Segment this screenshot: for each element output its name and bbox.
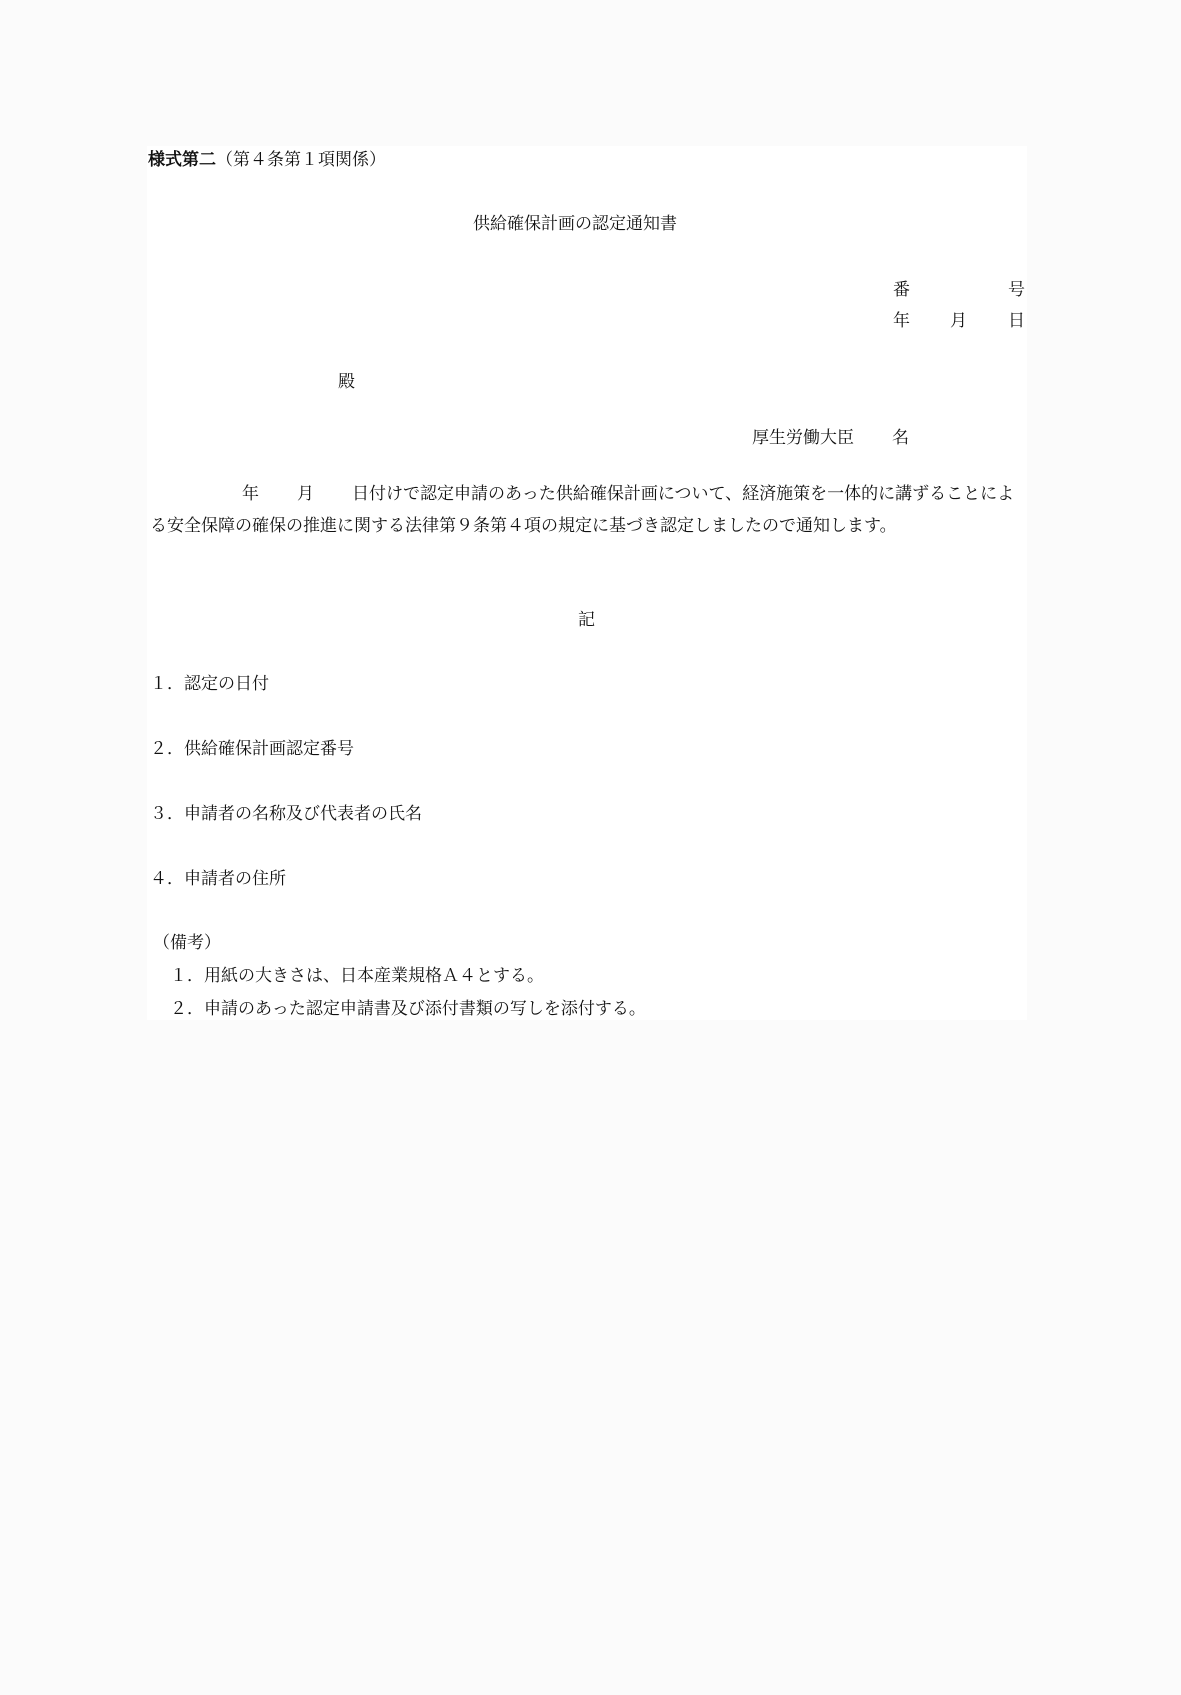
- date-year-label: 年: [893, 311, 910, 331]
- body-text: 日付けで認定申請のあった供給確保計画について、経済施策を一体的に講ずることによる安全保障の確保の推進に関する法律第９条第４項の規定に基づき認定しましたので通知します。: [150, 484, 1015, 536]
- list-item: ３．申請者の名称及び代表者の氏名: [150, 804, 422, 824]
- sender-title: 厚生労働大臣: [752, 428, 854, 448]
- number-label-right: 号: [1008, 280, 1025, 300]
- number-label-left: 番: [893, 280, 910, 300]
- form-header: [148, 150, 386, 170]
- notes-heading: （備考）: [153, 933, 221, 953]
- date-day-label: 日: [1008, 311, 1025, 331]
- form-label: 様式第二: [148, 150, 216, 170]
- ki-heading: 記: [578, 610, 595, 630]
- body-year-label: 年: [242, 484, 259, 504]
- body-month-label: 月: [297, 484, 314, 504]
- addressee-suffix: 殿: [338, 372, 355, 392]
- document-title: 供給確保計画の認定通知書: [473, 214, 677, 234]
- sender-name-label: 名: [892, 428, 909, 448]
- note-item: ２．申請のあった認定申請書及び添付書類の写しを添付する。: [170, 999, 646, 1019]
- list-item: ２．供給確保計画認定番号: [150, 739, 354, 759]
- date-month-label: 月: [950, 311, 967, 331]
- list-item: ４．申請者の住所: [150, 869, 286, 889]
- notification-body: [150, 478, 1020, 542]
- note-item: １．用紙の大きさは、日本産業規格Ａ４とする。: [170, 966, 544, 986]
- article-reference: （第４条第１項関係）: [216, 150, 386, 170]
- list-item: １．認定の日付: [150, 674, 269, 694]
